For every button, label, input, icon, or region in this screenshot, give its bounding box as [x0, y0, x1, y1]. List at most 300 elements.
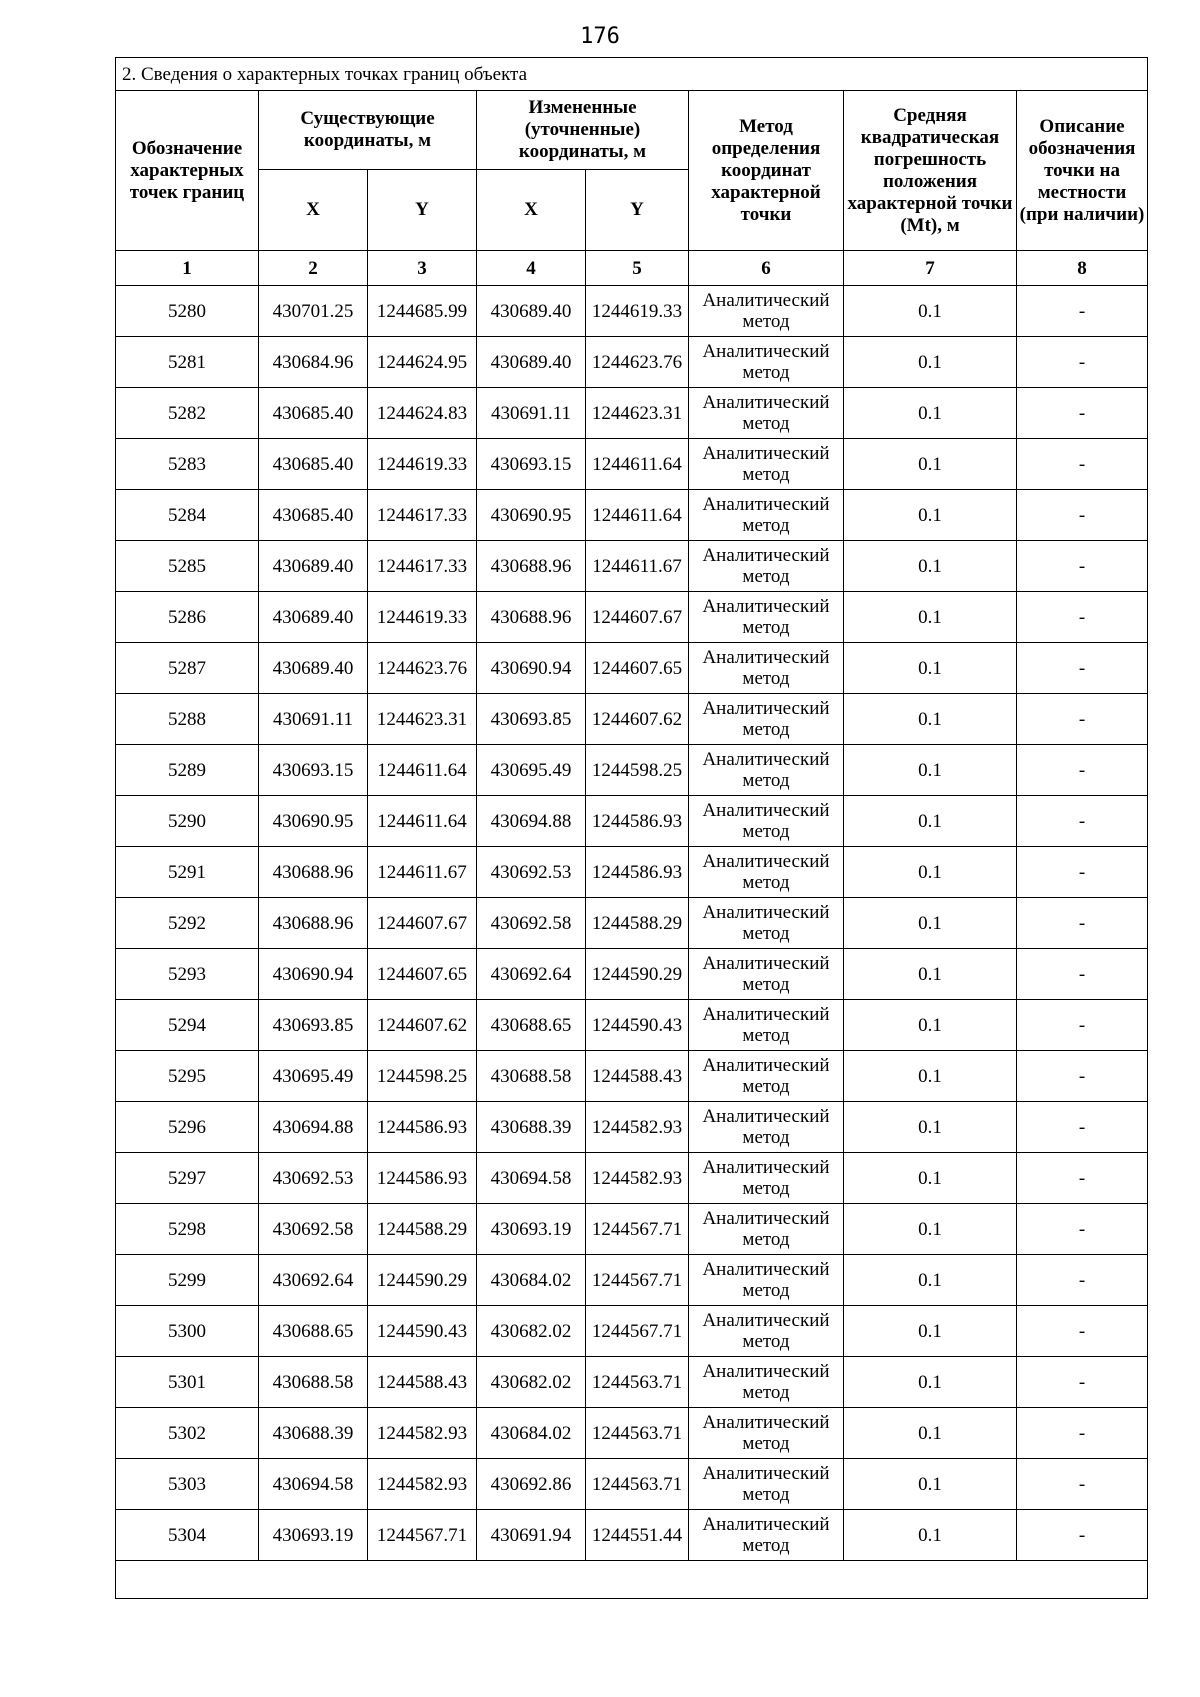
method-line: Аналитический	[702, 545, 830, 566]
description-cell: -	[1017, 439, 1148, 490]
existing-y-cell: 1244607.62	[368, 1000, 477, 1051]
point-id-cell: 5300	[116, 1306, 259, 1357]
description-cell: -	[1017, 1102, 1148, 1153]
error-cell: 0.1	[844, 1153, 1017, 1204]
method-line: Аналитический	[702, 1106, 830, 1127]
existing-y-cell: 1244607.67	[368, 898, 477, 949]
table-row	[116, 1306, 1148, 1357]
changed-y-cell: 1244598.25	[586, 745, 689, 796]
method-line: Аналитический	[702, 749, 830, 770]
method-line: метод	[742, 1535, 790, 1556]
changed-x-cell: 430684.02	[477, 1255, 586, 1306]
changed-y-cell: 1244611.64	[586, 439, 689, 490]
point-id-cell: 5292	[116, 898, 259, 949]
method-line: метод	[742, 1331, 790, 1352]
description-cell: -	[1017, 1306, 1148, 1357]
table-row	[116, 847, 1148, 898]
description-cell: -	[1017, 847, 1148, 898]
existing-x-cell: 430690.95	[259, 796, 368, 847]
changed-x-cell: 430682.02	[477, 1306, 586, 1357]
existing-x-cell: 430688.96	[259, 847, 368, 898]
error-cell: 0.1	[844, 694, 1017, 745]
method-line: метод	[742, 617, 790, 638]
column-number: 7	[844, 251, 1017, 286]
header-designation: Обозначение характерных точек границ	[116, 91, 259, 251]
changed-y-cell: 1244607.65	[586, 643, 689, 694]
table-row	[116, 643, 1148, 694]
method-line: Аналитический	[702, 596, 830, 617]
method-cell	[689, 694, 844, 745]
changed-y-cell: 1244611.67	[586, 541, 689, 592]
description-cell: -	[1017, 1051, 1148, 1102]
error-cell: 0.1	[844, 643, 1017, 694]
method-line: Аналитический	[702, 1514, 830, 1535]
changed-y-cell: 1244588.29	[586, 898, 689, 949]
changed-x-cell: 430693.85	[477, 694, 586, 745]
method-line: Аналитический	[702, 290, 830, 311]
method-line: метод	[742, 770, 790, 791]
method-cell	[689, 1510, 844, 1561]
existing-x-cell: 430688.96	[259, 898, 368, 949]
description-cell: -	[1017, 949, 1148, 1000]
description-cell: -	[1017, 286, 1148, 337]
column-number: 8	[1017, 251, 1148, 286]
point-id-cell: 5299	[116, 1255, 259, 1306]
point-id-cell: 5303	[116, 1459, 259, 1510]
section-title: 2. Сведения о характерных точках границ объекта	[116, 58, 1148, 91]
header-changed-coords: Измененные (уточненные) координаты, м	[477, 91, 689, 170]
point-id-cell: 5287	[116, 643, 259, 694]
existing-x-cell: 430688.58	[259, 1357, 368, 1408]
table-row	[116, 337, 1148, 388]
method-line: Аналитический	[702, 1208, 830, 1229]
changed-y-cell: 1244563.71	[586, 1408, 689, 1459]
method-line: метод	[742, 1076, 790, 1097]
method-cell	[689, 286, 844, 337]
description-cell: -	[1017, 1000, 1148, 1051]
method-cell	[689, 592, 844, 643]
changed-y-cell: 1244563.71	[586, 1459, 689, 1510]
changed-x-cell: 430692.53	[477, 847, 586, 898]
existing-x-cell: 430692.58	[259, 1204, 368, 1255]
point-id-cell: 5288	[116, 694, 259, 745]
method-line: метод	[742, 413, 790, 434]
method-line: Аналитический	[702, 1463, 830, 1484]
table-row	[116, 1255, 1148, 1306]
existing-x-cell: 430688.65	[259, 1306, 368, 1357]
method-line: метод	[742, 362, 790, 383]
changed-x-cell: 430690.94	[477, 643, 586, 694]
table-row	[116, 1408, 1148, 1459]
method-line: Аналитический	[702, 494, 830, 515]
error-cell: 0.1	[844, 1510, 1017, 1561]
table-row	[116, 745, 1148, 796]
method-cell	[689, 898, 844, 949]
column-number: 6	[689, 251, 844, 286]
existing-y-cell: 1244619.33	[368, 592, 477, 643]
error-cell: 0.1	[844, 1051, 1017, 1102]
changed-x-cell: 430688.65	[477, 1000, 586, 1051]
method-line: метод	[742, 311, 790, 332]
method-cell	[689, 643, 844, 694]
existing-y-cell: 1244624.95	[368, 337, 477, 388]
boundary-points-table	[115, 57, 1148, 1599]
error-cell: 0.1	[844, 592, 1017, 643]
existing-y-cell: 1244588.43	[368, 1357, 477, 1408]
existing-y-cell: 1244582.93	[368, 1408, 477, 1459]
method-line: Аналитический	[702, 1361, 830, 1382]
existing-y-cell: 1244617.33	[368, 490, 477, 541]
existing-x-cell: 430694.58	[259, 1459, 368, 1510]
error-cell: 0.1	[844, 745, 1017, 796]
table-row	[116, 1000, 1148, 1051]
method-cell	[689, 1357, 844, 1408]
method-line: метод	[742, 821, 790, 842]
existing-y-cell: 1244623.76	[368, 643, 477, 694]
method-cell	[689, 490, 844, 541]
point-id-cell: 5290	[116, 796, 259, 847]
changed-x-cell: 430692.64	[477, 949, 586, 1000]
changed-y-cell: 1244590.43	[586, 1000, 689, 1051]
method-line: метод	[742, 974, 790, 995]
error-cell: 0.1	[844, 541, 1017, 592]
existing-x-cell: 430701.25	[259, 286, 368, 337]
header-method: Метод определения координат характерной точки	[689, 91, 844, 251]
point-id-cell: 5282	[116, 388, 259, 439]
description-cell: -	[1017, 898, 1148, 949]
column-number: 3	[368, 251, 477, 286]
table-row	[116, 1051, 1148, 1102]
changed-y-cell: 1244567.71	[586, 1306, 689, 1357]
method-cell	[689, 847, 844, 898]
table-row	[116, 388, 1148, 439]
method-cell	[689, 745, 844, 796]
error-cell: 0.1	[844, 898, 1017, 949]
table-row	[116, 541, 1148, 592]
existing-x-cell: 430685.40	[259, 388, 368, 439]
changed-x-cell: 430682.02	[477, 1357, 586, 1408]
existing-y-cell: 1244582.93	[368, 1459, 477, 1510]
header-existing-y: Y	[368, 170, 477, 251]
error-cell: 0.1	[844, 439, 1017, 490]
existing-x-cell: 430685.40	[259, 490, 368, 541]
changed-x-cell: 430694.88	[477, 796, 586, 847]
method-line: метод	[742, 1382, 790, 1403]
method-line: Аналитический	[702, 851, 830, 872]
table-row	[116, 694, 1148, 745]
existing-y-cell: 1244590.29	[368, 1255, 477, 1306]
method-line: метод	[742, 923, 790, 944]
method-cell	[689, 541, 844, 592]
changed-x-cell: 430688.96	[477, 541, 586, 592]
description-cell: -	[1017, 643, 1148, 694]
point-id-cell: 5297	[116, 1153, 259, 1204]
existing-y-cell: 1244611.67	[368, 847, 477, 898]
table-row	[116, 949, 1148, 1000]
column-number: 1	[116, 251, 259, 286]
existing-y-cell: 1244617.33	[368, 541, 477, 592]
description-cell: -	[1017, 1357, 1148, 1408]
existing-x-cell: 430692.53	[259, 1153, 368, 1204]
method-line: метод	[742, 719, 790, 740]
changed-x-cell: 430688.58	[477, 1051, 586, 1102]
existing-y-cell: 1244586.93	[368, 1153, 477, 1204]
description-cell: -	[1017, 796, 1148, 847]
table-body	[116, 286, 1148, 1561]
description-cell: -	[1017, 388, 1148, 439]
changed-y-cell: 1244623.31	[586, 388, 689, 439]
method-cell	[689, 1408, 844, 1459]
description-cell: -	[1017, 1153, 1148, 1204]
changed-x-cell: 430688.96	[477, 592, 586, 643]
existing-x-cell: 430689.40	[259, 592, 368, 643]
method-cell	[689, 439, 844, 490]
changed-x-cell: 430689.40	[477, 337, 586, 388]
error-cell: 0.1	[844, 1204, 1017, 1255]
error-cell: 0.1	[844, 1408, 1017, 1459]
existing-y-cell: 1244567.71	[368, 1510, 477, 1561]
point-id-cell: 5301	[116, 1357, 259, 1408]
existing-y-cell: 1244588.29	[368, 1204, 477, 1255]
method-cell	[689, 949, 844, 1000]
existing-x-cell: 430691.11	[259, 694, 368, 745]
table-row	[116, 796, 1148, 847]
table-row	[116, 1153, 1148, 1204]
point-id-cell: 5291	[116, 847, 259, 898]
method-line: Аналитический	[702, 1055, 830, 1076]
existing-x-cell: 430685.40	[259, 439, 368, 490]
changed-y-cell: 1244586.93	[586, 847, 689, 898]
description-cell: -	[1017, 1459, 1148, 1510]
method-line: Аналитический	[702, 800, 830, 821]
changed-x-cell: 430692.58	[477, 898, 586, 949]
point-id-cell: 5284	[116, 490, 259, 541]
changed-x-cell: 430684.02	[477, 1408, 586, 1459]
method-cell	[689, 1306, 844, 1357]
table-row	[116, 439, 1148, 490]
error-cell: 0.1	[844, 490, 1017, 541]
header-error: Средняя квадратическая погрешность положения характерной точки (Mt), м	[844, 91, 1017, 251]
changed-x-cell: 430692.86	[477, 1459, 586, 1510]
existing-x-cell: 430694.88	[259, 1102, 368, 1153]
existing-x-cell: 430693.85	[259, 1000, 368, 1051]
method-line: метод	[742, 1280, 790, 1301]
existing-y-cell: 1244611.64	[368, 796, 477, 847]
existing-y-cell: 1244607.65	[368, 949, 477, 1000]
method-line: Аналитический	[702, 1412, 830, 1433]
method-line: метод	[742, 1433, 790, 1454]
header-description: Описание обозначения точки на местности (при наличии)	[1017, 91, 1148, 251]
table-row	[116, 592, 1148, 643]
table-row	[116, 1204, 1148, 1255]
changed-x-cell: 430688.39	[477, 1102, 586, 1153]
changed-x-cell: 430689.40	[477, 286, 586, 337]
existing-x-cell: 430690.94	[259, 949, 368, 1000]
method-line: Аналитический	[702, 392, 830, 413]
existing-x-cell: 430684.96	[259, 337, 368, 388]
existing-x-cell: 430693.15	[259, 745, 368, 796]
method-cell	[689, 1204, 844, 1255]
header-changed-y: Y	[586, 170, 689, 251]
changed-y-cell: 1244582.93	[586, 1153, 689, 1204]
point-id-cell: 5295	[116, 1051, 259, 1102]
point-id-cell: 5286	[116, 592, 259, 643]
changed-x-cell: 430693.19	[477, 1204, 586, 1255]
table-row	[116, 1459, 1148, 1510]
method-cell	[689, 1000, 844, 1051]
empty-footer-row	[116, 1561, 1148, 1599]
method-line: Аналитический	[702, 1259, 830, 1280]
point-id-cell: 5296	[116, 1102, 259, 1153]
changed-x-cell: 430690.95	[477, 490, 586, 541]
header-existing-x: X	[259, 170, 368, 251]
point-id-cell: 5289	[116, 745, 259, 796]
existing-x-cell: 430688.39	[259, 1408, 368, 1459]
changed-x-cell: 430691.94	[477, 1510, 586, 1561]
method-line: метод	[742, 1178, 790, 1199]
method-line: метод	[742, 1484, 790, 1505]
changed-x-cell: 430695.49	[477, 745, 586, 796]
method-line: метод	[742, 1229, 790, 1250]
description-cell: -	[1017, 745, 1148, 796]
method-line: метод	[742, 1025, 790, 1046]
description-cell: -	[1017, 1255, 1148, 1306]
existing-y-cell: 1244624.83	[368, 388, 477, 439]
page-number: 176	[580, 24, 620, 49]
table-row	[116, 1357, 1148, 1408]
changed-y-cell: 1244567.71	[586, 1204, 689, 1255]
existing-y-cell: 1244590.43	[368, 1306, 477, 1357]
existing-x-cell: 430693.19	[259, 1510, 368, 1561]
existing-y-cell: 1244586.93	[368, 1102, 477, 1153]
changed-x-cell: 430693.15	[477, 439, 586, 490]
method-line: Аналитический	[702, 1310, 830, 1331]
description-cell: -	[1017, 490, 1148, 541]
method-cell	[689, 1102, 844, 1153]
changed-y-cell: 1244623.76	[586, 337, 689, 388]
method-cell	[689, 796, 844, 847]
description-cell: -	[1017, 337, 1148, 388]
changed-y-cell: 1244567.71	[586, 1255, 689, 1306]
changed-y-cell: 1244619.33	[586, 286, 689, 337]
method-line: Аналитический	[702, 953, 830, 974]
error-cell: 0.1	[844, 847, 1017, 898]
error-cell: 0.1	[844, 796, 1017, 847]
error-cell: 0.1	[844, 1255, 1017, 1306]
point-id-cell: 5285	[116, 541, 259, 592]
method-cell	[689, 1153, 844, 1204]
error-cell: 0.1	[844, 1357, 1017, 1408]
existing-y-cell: 1244685.99	[368, 286, 477, 337]
changed-y-cell: 1244563.71	[586, 1357, 689, 1408]
method-line: Аналитический	[702, 341, 830, 362]
changed-y-cell: 1244607.62	[586, 694, 689, 745]
method-cell	[689, 1459, 844, 1510]
point-id-cell: 5293	[116, 949, 259, 1000]
method-line: Аналитический	[702, 1004, 830, 1025]
existing-y-cell: 1244611.64	[368, 745, 477, 796]
point-id-cell: 5304	[116, 1510, 259, 1561]
error-cell: 0.1	[844, 1459, 1017, 1510]
changed-y-cell: 1244582.93	[586, 1102, 689, 1153]
changed-y-cell: 1244607.67	[586, 592, 689, 643]
changed-x-cell: 430691.11	[477, 388, 586, 439]
method-line: Аналитический	[702, 443, 830, 464]
table-row	[116, 490, 1148, 541]
method-cell	[689, 1051, 844, 1102]
changed-y-cell: 1244586.93	[586, 796, 689, 847]
method-line: метод	[742, 515, 790, 536]
table-row	[116, 898, 1148, 949]
point-id-cell: 5283	[116, 439, 259, 490]
column-number: 4	[477, 251, 586, 286]
existing-x-cell: 430689.40	[259, 643, 368, 694]
method-line: метод	[742, 464, 790, 485]
error-cell: 0.1	[844, 949, 1017, 1000]
table-row	[116, 1510, 1148, 1561]
error-cell: 0.1	[844, 1000, 1017, 1051]
method-line: метод	[742, 668, 790, 689]
changed-y-cell: 1244611.64	[586, 490, 689, 541]
changed-y-cell: 1244588.43	[586, 1051, 689, 1102]
header-existing-coords: Существующие координаты, м	[259, 91, 477, 170]
point-id-cell: 5302	[116, 1408, 259, 1459]
column-number: 5	[586, 251, 689, 286]
header-changed-x: X	[477, 170, 586, 251]
description-cell: -	[1017, 694, 1148, 745]
table-row	[116, 286, 1148, 337]
existing-y-cell: 1244623.31	[368, 694, 477, 745]
error-cell: 0.1	[844, 337, 1017, 388]
point-id-cell: 5280	[116, 286, 259, 337]
existing-y-cell: 1244619.33	[368, 439, 477, 490]
method-line: Аналитический	[702, 1157, 830, 1178]
method-line: Аналитический	[702, 647, 830, 668]
description-cell: -	[1017, 541, 1148, 592]
method-line: метод	[742, 872, 790, 893]
error-cell: 0.1	[844, 1102, 1017, 1153]
description-cell: -	[1017, 1408, 1148, 1459]
point-id-cell: 5281	[116, 337, 259, 388]
existing-x-cell: 430695.49	[259, 1051, 368, 1102]
description-cell: -	[1017, 1204, 1148, 1255]
existing-y-cell: 1244598.25	[368, 1051, 477, 1102]
method-cell	[689, 388, 844, 439]
changed-y-cell: 1244590.29	[586, 949, 689, 1000]
method-line: Аналитический	[702, 698, 830, 719]
method-cell	[689, 1255, 844, 1306]
method-line: метод	[742, 1127, 790, 1148]
existing-x-cell: 430689.40	[259, 541, 368, 592]
method-line: Аналитический	[702, 902, 830, 923]
error-cell: 0.1	[844, 388, 1017, 439]
changed-x-cell: 430694.58	[477, 1153, 586, 1204]
point-id-cell: 5298	[116, 1204, 259, 1255]
description-cell: -	[1017, 592, 1148, 643]
method-cell	[689, 337, 844, 388]
changed-y-cell: 1244551.44	[586, 1510, 689, 1561]
column-numbers-row	[116, 251, 1148, 286]
column-number: 2	[259, 251, 368, 286]
method-line: метод	[742, 566, 790, 587]
error-cell: 0.1	[844, 286, 1017, 337]
table-row	[116, 1102, 1148, 1153]
empty-cell	[116, 1561, 1148, 1599]
error-cell: 0.1	[844, 1306, 1017, 1357]
description-cell: -	[1017, 1510, 1148, 1561]
point-id-cell: 5294	[116, 1000, 259, 1051]
existing-x-cell: 430692.64	[259, 1255, 368, 1306]
